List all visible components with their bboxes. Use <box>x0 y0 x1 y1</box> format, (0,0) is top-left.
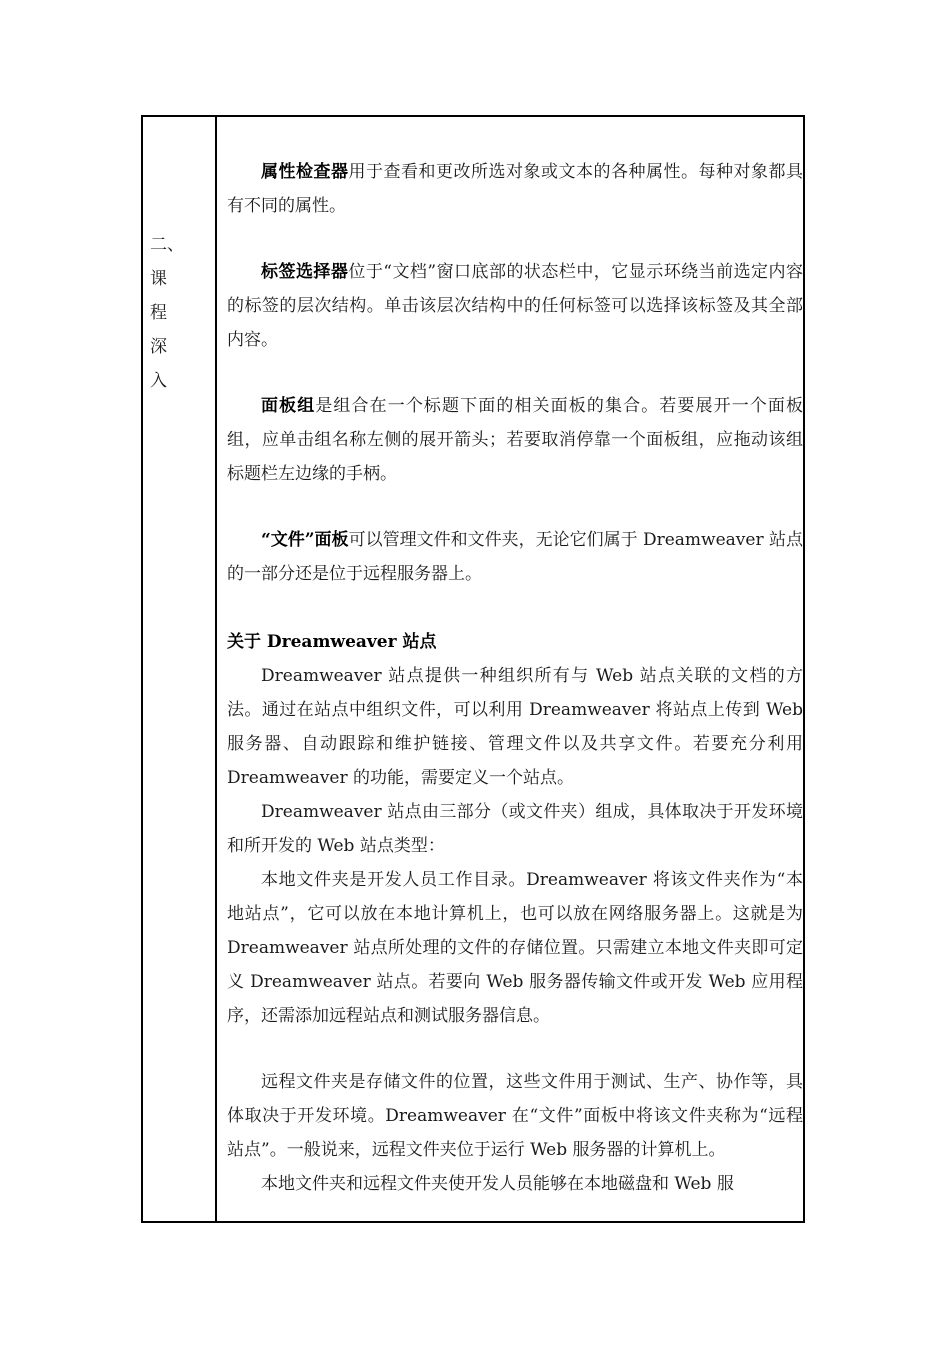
column-divider <box>215 117 217 1221</box>
content-cell <box>227 155 803 1201</box>
section-label <box>150 228 190 398</box>
section-label-char: 深 <box>150 337 167 357</box>
term-tag-selector: 标签选择器 <box>261 262 349 282</box>
body-paragraph: 本地文件夹和远程文件夹使开发人员能够在本地磁盘和 Web 服 <box>261 1174 734 1194</box>
body-paragraph: 本地文件夹是开发人员工作目录。Dreamweaver 将该文件夹作为“本地站点”，它可以放在本地计算机上，也可以放在网络服务器上。这就是为 Dreamweaver 站点所处理的文件的存储位置。只需建立本地文件夹即可定义 Dreamweaver 站点。若要向 Web 服务器传输文件或开发 Web 应用程序，还需添加远程站点和测试服务器信息。 <box>227 870 803 1026</box>
paragraph-text: 用于查看和更改所选对象或文本的各种属性。每种对象都具有不同的属性。 <box>227 162 803 216</box>
term-files-panel: “文件”面板 <box>261 530 349 550</box>
body-paragraph: 远程文件夹是存储文件的位置，这些文件用于测试、生产、协作等，具体取决于开发环境。Dreamweaver 在“文件”面板中将该文件夹称为“远程站点”。一般说来，远程文件夹位于运行 Web 服务器的计算机上。 <box>227 1072 803 1160</box>
paragraph-panel-group <box>227 389 803 491</box>
paragraph-tag-selector <box>227 255 803 357</box>
paragraph-text: 是组合在一个标题下面的相关面板的集合。若要展开一个面板组，应单击组名称左侧的展开箭头；若要取消停靠一个面板组，应拖动该组标题栏左边缘的手柄。 <box>227 396 804 484</box>
section-label-char: 程 <box>150 303 167 323</box>
content-table <box>141 115 805 1223</box>
section-label-char: 入 <box>150 371 167 391</box>
body-paragraph: Dreamweaver 站点由三部分（或文件夹）组成，具体取决于开发环境和所开发的 Web 站点类型： <box>227 802 803 856</box>
body-paragraph: Dreamweaver 站点提供一种组织所有与 Web 站点关联的文档的方法。通过在站点中组织文件，可以利用 Dreamweaver 将站点上传到 Web 服务器、自动跟踪和维护链接、管理文件以及共享文件。若要充分利用 Dreamweaver 的功能，需要定义一个站点。 <box>227 666 803 788</box>
term-property-inspector: 属性检查器 <box>261 162 349 182</box>
paragraph-text: 位于“文档”窗口底部的状态栏中，它显示环绕当前选定内容的标签的层次结构。单击该层次结构中的任何标签可以选择该标签及其全部内容。 <box>227 262 803 350</box>
paragraph-text: 可以管理文件和文件夹，无论它们属于 Dreamweaver 站点的一部分还是位于远程服务器上。 <box>227 530 803 584</box>
paragraph-property-inspector <box>227 155 803 223</box>
section-heading: 关于 Dreamweaver 站点 <box>227 632 437 652</box>
section-label-char: 二、 <box>150 235 184 255</box>
term-panel-group: 面板组 <box>261 396 316 416</box>
paragraph-files-panel <box>227 523 803 591</box>
section-label-char: 课 <box>150 269 167 289</box>
